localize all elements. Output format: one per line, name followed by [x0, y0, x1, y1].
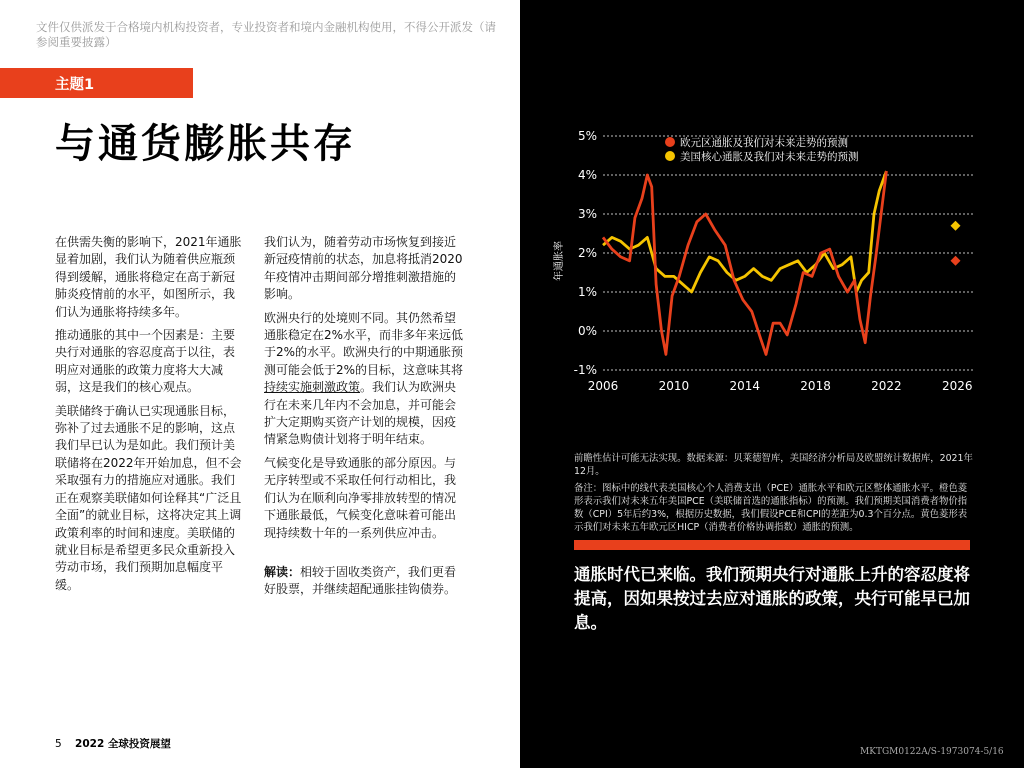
paragraph-text: 欧洲央行的处境则不同。其仍然希望通胀稳定在2%水平，而非多年来远低于2%的水平。欧洲央行的中期通胀预测可能会低于2%的目标，这意味其将 [264, 310, 464, 377]
document-code: MKTGM0122A/S-1973074-5/16 [860, 747, 1004, 757]
paragraph: 美联储终于确认已实现通胀目标，弥补了过去通胀不足的影响，这点我们早已认为是如此。我们预计美联储将在2022年开始加息，但不会采取强有力的措施应对通胀。我们正在观察美联储如何诠释其“广泛且全面”的就业目标，这将决定其上调政策利率的时间和速度。美联储的就业目标是希望更多民众重新投入劳动市场，我们预期加息幅度平缓。 [55, 403, 242, 592]
theme-bar [0, 68, 193, 98]
y-tick-label: 3% [577, 207, 597, 221]
accent-bar [574, 540, 970, 550]
page-number: 5 [55, 738, 62, 750]
paragraph: 在供需失衡的影响下，2021年通胀显着加剧，我们认为随着供应瓶颈得到缓解，通胀将稳定在高于新冠肺炎疫情前的水平，如图所示，我们认为通胀将持续多年。 [55, 235, 242, 319]
x-tick-label: 2026 [942, 379, 973, 393]
legend-label: 美国核心通胀及我们对未来走势的预测 [680, 151, 859, 163]
takeaway-label: 解读： [264, 564, 301, 579]
body-column-2 [264, 234, 464, 605]
publication-name: 2022 全球投资展望 [75, 738, 171, 750]
x-tick-label: 2018 [800, 379, 831, 393]
paragraph-text: 。我们认为欧洲央行在未来几年内不会加息，并可能会扩大定期购买资产计划的规模，因疫情紧急购债计划将于明年结束。 [264, 380, 457, 447]
y-tick-label: 4% [577, 168, 597, 182]
x-tick-label: 2010 [658, 379, 690, 393]
x-tick-label: 2022 [871, 379, 902, 393]
paragraph [264, 310, 464, 449]
chart-title: 持续通胀 [572, 86, 633, 104]
legend-marker [665, 137, 675, 147]
x-tick-label: 2014 [729, 379, 760, 393]
callout-text: 通胀时代已来临。我们预期央行对通胀上升的容忍度将提高，因如果按过去应对通胀的政策，央行可能早已加息。 [574, 565, 970, 632]
y-tick-label: 5% [577, 129, 597, 143]
y-axis-label: 年通胀率 [554, 241, 565, 281]
chart-subtitle: 美国和欧元区通胀及我们对未来走势的预测（2006至2026年） [572, 104, 896, 118]
takeaway-paragraph [264, 564, 464, 599]
takeaway-text: 相较于固收类资产，我们更看好股票，并继续超配通胀挂钩债券。 [264, 564, 457, 597]
y-tick-label: 1% [577, 285, 597, 299]
paragraph: 推动通胀的其中一个因素是：主要央行对通胀的容忍度高于以往，表明应对通胀的政策力度将大大减弱，这是我们的核心观点。 [55, 328, 236, 395]
page-title: 与通货膨胀共存 [55, 121, 356, 167]
page-footer [55, 736, 171, 751]
paragraph: 我们认为，随着劳动市场恢复到接近新冠疫情前的状态，加息将抵消2020年疫情冲击期间部分增推刺激措施的影响。 [264, 235, 463, 302]
forecast-diamond-us [951, 221, 961, 231]
disclaimer: 文件仅供派发于合格境内机构投资者，专业投资者和境内金融机构使用，不得公开派发（请参阅重要披露） [36, 20, 496, 49]
chart-note: 备注：图标中的线代表美国核心个人消费支出（PCE）通胀水平和欧元区整体通胀水平。橙色菱形表示我们对未来五年美国PCE（美联储首选的通胀指标）的预测。我们预期美国消费者物价指数（CPI）5年后约3%，根据历史数据，我们假设PCE和CPI的差距为0.3个百分点。黄色菱形表示我们对未来五年欧元区HICP（消费者价格协调指数）通胀的预测。 [574, 483, 968, 533]
body-column-1 [55, 234, 243, 600]
chart-source: 前瞻性估计可能无法实现。数据来源：贝莱德智库，美国经济分析局及欧盟统计数据库，2021年12月。 [574, 453, 973, 477]
x-tick-label: 2006 [587, 379, 619, 393]
legend-marker [665, 151, 675, 161]
inflation-chart [540, 120, 980, 400]
y-tick-label: 2% [577, 246, 597, 260]
stimulus-link[interactable]: 持续实施刺激政策 [264, 380, 361, 395]
theme-label: 主题1 [55, 77, 95, 93]
legend-label: 欧元区通胀及我们对未来走势的预测 [680, 137, 848, 149]
y-tick-label: -1% [573, 363, 597, 377]
paragraph: 气候变化是导致通胀的部分原因。与无序转型或不采取任何行动相比，我们认为在顺利向净零排放转型的情况下通胀最低，气候变化意味着可能出现持续数十年的一系列供应冲击。 [264, 455, 457, 540]
y-tick-label: 0% [577, 324, 597, 338]
forecast-diamond-euro [951, 256, 961, 266]
